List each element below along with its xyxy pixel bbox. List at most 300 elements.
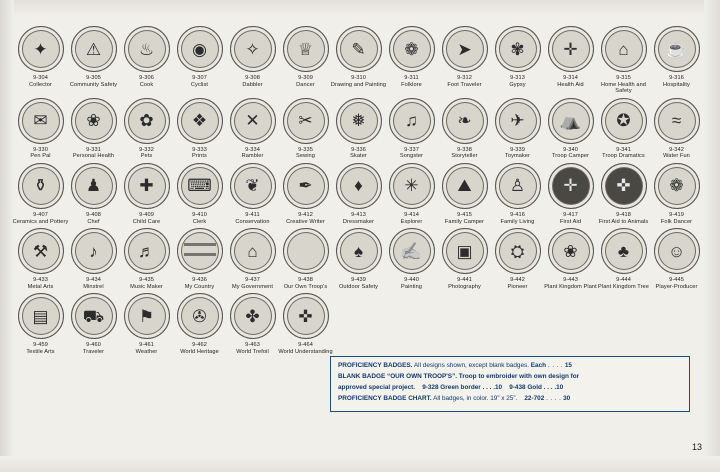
badge-caption	[66, 212, 122, 225]
badge-cell[interactable]	[173, 293, 226, 355]
badge-number: 9-335	[298, 146, 313, 153]
traffic-light-icon[interactable]	[71, 26, 117, 72]
loom-icon[interactable]	[18, 293, 64, 339]
capitol-building-icon[interactable]	[230, 228, 276, 274]
badge-name: Troop Camper	[551, 153, 590, 160]
badge-name: Family Camper	[444, 218, 485, 225]
badge-glyph: ✕	[245, 111, 260, 131]
badge-name: Troop Dramatics	[602, 153, 645, 160]
badge-cell[interactable]	[597, 228, 650, 290]
badge-cell[interactable]	[67, 293, 120, 355]
badge-caption	[649, 75, 705, 88]
badge-caption	[225, 277, 281, 290]
badge-cell[interactable]	[385, 26, 438, 88]
badge-cell[interactable]	[226, 228, 279, 290]
badge-number: 9-310	[351, 75, 366, 81]
badge-cell[interactable]	[14, 26, 67, 88]
badge-glyph: ⚱	[33, 176, 48, 196]
badge-cell[interactable]	[544, 26, 597, 88]
badge-caption	[331, 75, 387, 88]
badge-caption	[225, 212, 281, 225]
note-line-3-text: All badges, in color. 19” x 25”.	[433, 395, 518, 402]
badge-glyph: ❁	[669, 176, 684, 196]
anvil-hammer-icon[interactable]	[18, 228, 64, 274]
lute-icon[interactable]	[71, 228, 117, 274]
quill-pen-icon[interactable]	[283, 163, 329, 209]
badge-cell[interactable]	[14, 293, 67, 355]
badge-number: 9-313	[510, 75, 525, 81]
badge-glyph: ✿	[139, 111, 154, 131]
pottery-wheel-icon[interactable]	[18, 163, 64, 209]
compass-rose-icon[interactable]	[389, 163, 435, 209]
first-aid-icon[interactable]	[548, 26, 594, 72]
page-number: 13	[691, 442, 702, 452]
badge-number: 9-340	[563, 146, 578, 153]
badge-number: 9-441	[457, 277, 472, 284]
badge-name: Creative Writer	[286, 218, 325, 225]
badge-glyph: ⛰	[457, 176, 472, 196]
badge-cell[interactable]	[226, 293, 279, 355]
badge-glyph: ⌨	[187, 176, 212, 196]
mirror-comb-icon[interactable]	[71, 98, 117, 144]
badge-cell[interactable]	[67, 26, 120, 88]
badge-glyph: ▣	[456, 241, 473, 261]
badge-glyph: ≈	[671, 111, 682, 131]
badge-name: Plant Kingdom Plant	[544, 283, 597, 290]
badge-number: 9-304	[33, 75, 48, 81]
badge-cell[interactable]	[120, 293, 173, 355]
badge-number: 9-305	[86, 75, 101, 81]
badge-cell[interactable]	[173, 98, 226, 160]
badge-number: 9-463	[245, 342, 260, 349]
badge-cell[interactable]	[332, 98, 385, 160]
family-group-icon[interactable]	[495, 163, 541, 209]
note-line-3-price: 30	[563, 395, 571, 402]
badge-caption	[225, 342, 281, 355]
badge-caption	[119, 212, 175, 225]
badge-cell[interactable]	[597, 26, 650, 95]
badge-caption	[331, 212, 387, 225]
badge-glyph: ♬	[138, 241, 155, 261]
badge-number: 9-334	[245, 146, 260, 153]
badge-name: Child Care	[132, 218, 161, 225]
badge-glyph: ✜	[298, 306, 313, 326]
badge-name: First Aid	[559, 218, 582, 225]
badge-cell[interactable]	[279, 293, 332, 355]
page-edge-bottom	[0, 456, 720, 472]
badge-name: Collector	[29, 81, 52, 88]
badge-caption	[278, 277, 334, 290]
badge-glyph: ♠	[353, 241, 364, 261]
badge-number: 9-337	[404, 146, 419, 153]
page-edge-top	[0, 0, 720, 18]
badge-caption	[649, 277, 705, 290]
badge-number: 9-415	[457, 211, 472, 218]
red-cross-icon[interactable]	[548, 163, 594, 209]
badge-cell[interactable]	[120, 163, 173, 225]
envelope-pen-icon[interactable]	[18, 98, 64, 144]
badge-cell[interactable]	[226, 26, 279, 88]
badge-number: 9-407	[33, 211, 48, 218]
covered-wagon-icon[interactable]	[495, 228, 541, 274]
badge-glyph: ✪	[616, 111, 631, 131]
note-line-2-item-1: 9-328 Green border . . . .10	[422, 384, 503, 391]
badge-number: 9-331	[86, 146, 101, 153]
badge-glyph: ✦	[33, 39, 48, 59]
badge-glyph: ✚	[139, 176, 154, 196]
badge-name: Conservation	[235, 218, 270, 225]
badge-number: 9-416	[510, 211, 525, 218]
badge-name: Explorer	[400, 218, 423, 225]
badge-name: Traveler	[82, 348, 105, 355]
weather-vane-icon[interactable]	[124, 293, 170, 339]
badge-cell[interactable]	[544, 98, 597, 160]
badge-number: 9-413	[351, 211, 366, 218]
badge-name: Dancer	[296, 81, 315, 88]
badge-name: Outdoor Safety	[338, 283, 379, 290]
badge-cell[interactable]	[438, 228, 491, 290]
flag-stripe	[184, 243, 216, 246]
note-line-2b	[338, 384, 682, 392]
badge-caption	[543, 147, 599, 160]
badge-number: 9-339	[510, 146, 525, 153]
badge-cell[interactable]	[67, 163, 120, 225]
badge-number: 9-445	[669, 277, 684, 284]
note-line-2-b: approved special project.	[338, 384, 416, 391]
badge-cell[interactable]	[491, 98, 544, 160]
sewing-machine-icon[interactable]	[283, 98, 329, 144]
theater-mask-icon[interactable]	[601, 98, 647, 144]
paintbrush-icon[interactable]	[336, 26, 382, 72]
animal-cross-icon[interactable]	[601, 163, 647, 209]
camper-trailer-icon[interactable]	[442, 163, 488, 209]
badge-number: 9-409	[139, 211, 154, 218]
badge-caption	[437, 147, 493, 160]
teapot-icon[interactable]	[654, 26, 700, 72]
badge-glyph: ✇	[192, 306, 207, 326]
badge-caption	[13, 147, 69, 160]
badge-number: 9-433	[33, 277, 48, 284]
badge-cell[interactable]	[279, 163, 332, 225]
badge-glyph: ◉	[192, 39, 207, 59]
badge-caption	[331, 277, 387, 290]
badge-number: 9-461	[139, 342, 154, 349]
house-icon[interactable]	[601, 26, 647, 72]
note-line-2-item-2: 9-438 Gold . . . .10	[509, 384, 564, 391]
badge-caption	[596, 75, 652, 95]
badge-number: 9-315	[616, 75, 631, 81]
note-line-1-label: PROFICIENCY BADGES.	[338, 362, 413, 369]
plant-icon[interactable]	[548, 228, 594, 274]
badge-number: 9-464	[298, 342, 313, 349]
badge-caption	[66, 75, 122, 88]
badge-glyph: ❖	[191, 111, 208, 131]
badge-glyph: ✍	[400, 241, 423, 261]
ice-skate-icon[interactable]	[336, 98, 382, 144]
badge-number: 9-417	[563, 211, 578, 218]
badge-cell[interactable]	[14, 228, 67, 290]
badge-number: 9-311	[404, 75, 419, 81]
badge-cell[interactable]	[173, 228, 226, 290]
badge-caption	[649, 147, 705, 160]
badge-glyph: ♨	[138, 39, 155, 59]
badge-name: Rambler	[241, 153, 264, 160]
badge-glyph: ➤	[457, 39, 472, 59]
badge-cell[interactable]	[279, 98, 332, 160]
badge-cell[interactable]	[491, 163, 544, 225]
badge-cell[interactable]	[650, 228, 703, 290]
badge-cell[interactable]	[438, 26, 491, 88]
badge-number: 9-307	[192, 75, 207, 81]
toy-plane-icon[interactable]	[495, 98, 541, 144]
typewriter-icon[interactable]	[177, 163, 223, 209]
badge-cell[interactable]	[491, 26, 544, 88]
badge-glyph: ⛺	[559, 111, 582, 131]
badge-caption	[172, 147, 228, 160]
camp-tent-icon[interactable]	[548, 98, 594, 144]
badge-cell[interactable]	[226, 98, 279, 160]
badge-cell[interactable]	[597, 98, 650, 160]
sheet-music-icon[interactable]	[124, 228, 170, 274]
badge-number: 9-336	[351, 146, 366, 153]
songbird-icon[interactable]	[389, 98, 435, 144]
badge-cell[interactable]	[14, 163, 67, 225]
badge-number: 9-341	[616, 146, 631, 153]
badge-number: 9-460	[86, 342, 101, 349]
stage-masks-icon[interactable]	[654, 228, 700, 274]
badge-number: 9-333	[192, 146, 207, 153]
badge-cell[interactable]	[650, 26, 703, 88]
trefoil-icon[interactable]	[230, 293, 276, 339]
badge-caption	[331, 147, 387, 160]
badge-cell[interactable]	[279, 228, 332, 290]
badge-name: Foot Traveler	[447, 81, 482, 88]
camera-icon[interactable]	[442, 228, 488, 274]
badge-name: My Country	[184, 283, 215, 290]
badge-glyph: ✈	[510, 111, 525, 131]
badge-caption	[596, 277, 652, 290]
badge-number: 9-316	[669, 75, 684, 81]
badge-caption	[490, 212, 546, 225]
bicycle-wheel-icon[interactable]	[177, 26, 223, 72]
badge-number: 9-411	[245, 211, 260, 218]
flag-stripes-icon[interactable]	[177, 228, 223, 274]
badge-glyph: ✛	[563, 176, 578, 196]
badge-number: 9-330	[33, 146, 48, 153]
tree-icon[interactable]	[601, 228, 647, 274]
badge-grid	[14, 26, 706, 359]
badge-glyph: ❀	[563, 241, 578, 261]
badge-caption	[278, 75, 334, 88]
badge-cell[interactable]	[491, 228, 544, 290]
badge-caption	[119, 277, 175, 290]
badge-name: Water Fun	[663, 153, 690, 160]
clasped-hands-icon[interactable]	[283, 293, 329, 339]
badge-number: 9-438	[298, 277, 313, 284]
badge-cell[interactable]	[120, 228, 173, 290]
badge-row	[14, 163, 706, 225]
badge-name: Songster	[399, 153, 424, 160]
badge-name: Skater	[350, 153, 367, 160]
badge-number: 9-437	[245, 277, 260, 284]
badge-number: 9-436	[192, 277, 207, 284]
badge-caption	[66, 147, 122, 160]
badge-row	[14, 98, 706, 160]
badge-caption	[13, 212, 69, 225]
badge-cell[interactable]	[385, 163, 438, 225]
badge-name: Clerk	[192, 218, 207, 225]
badge-glyph: ✂	[298, 111, 313, 131]
badge-caption	[437, 75, 493, 88]
printing-press-icon[interactable]	[177, 98, 223, 144]
badge-glyph: ❀	[86, 111, 101, 131]
badge-name: Ceramics and Pottery	[12, 218, 69, 225]
hiking-boot-icon[interactable]	[442, 26, 488, 72]
badge-cell[interactable]	[438, 98, 491, 160]
dress-form-icon[interactable]	[336, 163, 382, 209]
badge-caption	[225, 75, 281, 88]
badge-cell[interactable]	[597, 163, 650, 225]
badge-name: Storyteller	[451, 153, 478, 160]
waves-icon[interactable]	[654, 98, 700, 144]
badge-cell[interactable]	[14, 98, 67, 160]
badge-cell[interactable]	[120, 26, 173, 88]
badge-glyph: ▤	[32, 306, 49, 326]
badge-name: Our Own Troop's	[283, 283, 328, 290]
badge-glyph: ❧	[457, 111, 472, 131]
badge-caption	[225, 147, 281, 160]
badge-caption	[172, 277, 228, 290]
badge-cell[interactable]	[279, 26, 332, 88]
badge-caption	[437, 212, 493, 225]
badge-name: Minstrel	[83, 283, 104, 290]
badge-name: World Heritage	[180, 348, 219, 355]
crossed-walking-sticks-icon[interactable]	[230, 98, 276, 144]
note-line-3-dots: . . . .	[546, 395, 562, 402]
badge-glyph: ♙	[509, 176, 526, 196]
badge-cell[interactable]	[385, 228, 438, 290]
badge-cell[interactable]	[332, 163, 385, 225]
badge-glyph: ♪	[89, 241, 98, 261]
page-edge-right	[704, 0, 720, 472]
badge-cell[interactable]	[332, 228, 385, 290]
badge-cell[interactable]	[544, 163, 597, 225]
cat-dog-icon[interactable]	[124, 98, 170, 144]
matches-icon[interactable]	[336, 228, 382, 274]
flag-stripe	[184, 253, 216, 256]
badge-caption	[119, 75, 175, 88]
globe-icon[interactable]	[177, 293, 223, 339]
badge-name: Personal Health	[72, 153, 115, 160]
badge-caption	[596, 212, 652, 225]
badge-name: Health Aid	[557, 81, 584, 88]
badge-name: Painting	[400, 283, 422, 290]
badge-cell[interactable]	[67, 98, 120, 160]
badge-caption	[384, 212, 440, 225]
badge-glyph: ✛	[563, 39, 578, 59]
badge-name: Metal Arts	[27, 283, 54, 290]
leaf-icon[interactable]	[230, 163, 276, 209]
badge-name: Home Health and Safety	[600, 81, 647, 95]
badge-name: Music Maker	[130, 283, 163, 290]
paint-palette-icon[interactable]	[230, 26, 276, 72]
badge-caption	[543, 212, 599, 225]
badge-cell[interactable]	[544, 228, 597, 290]
badge-caption	[490, 75, 546, 88]
badge-glyph: ⛭	[510, 241, 525, 261]
badge-glyph: ♣	[617, 241, 630, 261]
page-edge-left	[0, 0, 14, 472]
badge-glyph: ⛟	[82, 306, 105, 326]
badge-name: Weather	[135, 348, 158, 355]
paint-tube-icon[interactable]	[389, 228, 435, 274]
badge-cell[interactable]	[67, 228, 120, 290]
badge-glyph: ✒	[298, 176, 313, 196]
gypsy-wagon-icon[interactable]	[495, 26, 541, 72]
baby-carriage-icon[interactable]	[124, 163, 170, 209]
badge-number: 9-443	[563, 277, 578, 284]
badge-glyph: ❅	[351, 111, 366, 131]
badge-glyph: ⚒	[32, 241, 49, 261]
badge-cell[interactable]	[332, 26, 385, 88]
badge-caption	[172, 342, 228, 355]
chef-hat-icon[interactable]	[71, 163, 117, 209]
badge-number: 9-312	[457, 75, 472, 81]
note-line-3-label: PROFICIENCY BADGE CHART.	[338, 395, 432, 402]
badge-number: 9-462	[192, 342, 207, 349]
note-line-1-price-label: Each	[530, 362, 547, 369]
badge-caption	[278, 212, 334, 225]
badge-caption	[384, 277, 440, 290]
note-line-1-dots: . . . .	[547, 362, 564, 369]
badge-glyph: ⌂	[618, 39, 629, 59]
dancer-icon[interactable]	[283, 26, 329, 72]
folk-dancer-icon[interactable]	[654, 163, 700, 209]
badge-cell[interactable]	[173, 163, 226, 225]
folk-figures-icon[interactable]	[389, 26, 435, 72]
suitcase-icon[interactable]	[71, 293, 117, 339]
badge-cell[interactable]	[385, 98, 438, 160]
badge-glyph: ♕	[297, 39, 314, 59]
badge-caption	[596, 147, 652, 160]
badge-cell[interactable]	[650, 163, 703, 225]
badge-name: Dabbler	[242, 81, 263, 88]
butterfly-net-icon[interactable]	[18, 26, 64, 72]
badge-caption	[66, 277, 122, 290]
badge-caption	[172, 212, 228, 225]
note-line-1-price: 15	[564, 362, 572, 369]
badge-glyph: ✧	[245, 39, 260, 59]
badge-glyph: ⚑	[138, 306, 155, 326]
badge-caption	[119, 342, 175, 355]
blank-badge-icon[interactable]	[283, 228, 329, 274]
badge-cell[interactable]	[173, 26, 226, 88]
badge-caption	[66, 342, 122, 355]
badge-cell[interactable]	[650, 98, 703, 160]
badge-glyph: ❦	[245, 176, 260, 196]
badge-number: 9-309	[298, 75, 313, 81]
badge-number: 9-419	[669, 211, 684, 218]
badge-cell[interactable]	[120, 98, 173, 160]
cooking-pot-icon[interactable]	[124, 26, 170, 72]
badge-name: Gypsy	[509, 81, 526, 88]
badge-cell[interactable]	[226, 163, 279, 225]
note-line-3	[338, 395, 682, 403]
open-book-icon[interactable]	[442, 98, 488, 144]
note-line-2	[338, 373, 682, 381]
badge-number: 9-314	[563, 75, 578, 81]
badge-cell[interactable]	[438, 163, 491, 225]
